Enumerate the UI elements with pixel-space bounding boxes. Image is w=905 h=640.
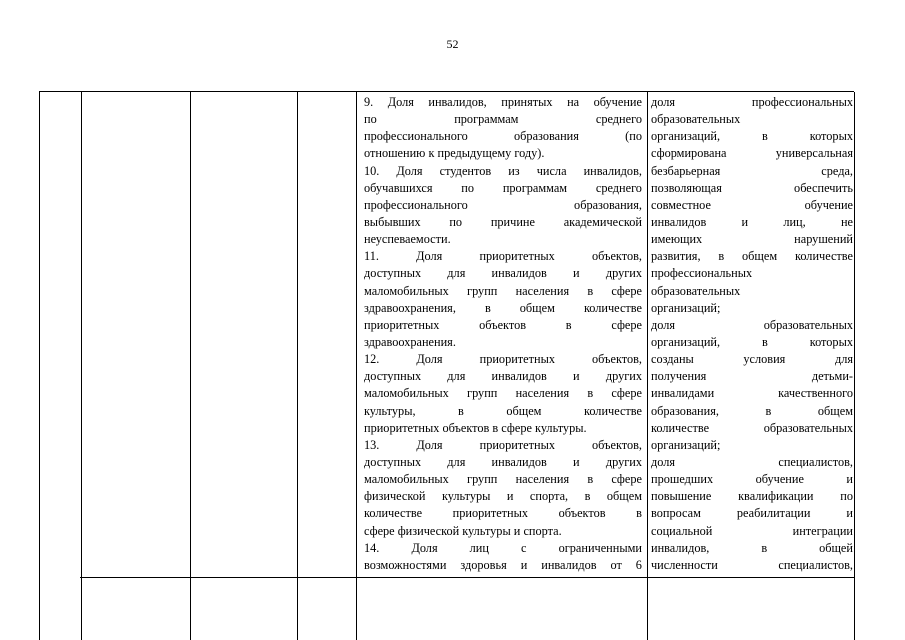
text-line: созданы условия для [651, 352, 853, 367]
text-line: численности специалистов, [651, 557, 853, 572]
text-line: организаций, в которых [651, 334, 853, 349]
text-line: количестве приоритетных объектов в [364, 506, 642, 521]
text-line: доступных для инвалидов и других [364, 454, 642, 469]
text-line: получения детьми- [651, 369, 853, 384]
table-column-1 [40, 92, 82, 640]
text-line: 14. Доля лиц с ограниченными [364, 540, 642, 555]
text-line: сформирована универсальная [651, 146, 853, 161]
text-line: развития, в общем количестве [651, 249, 853, 264]
text-line: здравоохранения. [364, 334, 456, 349]
text-line: физической культуры и спорта, в общем [364, 489, 642, 504]
text-line: инвалидов и лиц, не [651, 214, 853, 229]
text-line: организаций; [651, 300, 721, 315]
table-column-4 [297, 92, 357, 640]
text-line: маломобильных групп населения в сфере [364, 472, 642, 487]
text-line: образовательных [651, 283, 741, 298]
indicators-text [364, 94, 642, 574]
text-line: образовательных [651, 112, 741, 127]
table-column-3 [190, 92, 298, 640]
text-line: маломобильных групп населения в сфере [364, 283, 642, 298]
text-line: приоритетных объектов в сфере культуры. [364, 420, 587, 435]
text-line: обучавшихся по программам среднего [364, 180, 642, 195]
text-line: совместное обучение [651, 197, 853, 212]
text-line: доля специалистов, [651, 454, 853, 469]
text-line: отношению к предыдущему году). [364, 146, 545, 161]
text-line: социальной интеграции [651, 523, 853, 538]
text-line: культуры, в общем количестве [364, 403, 642, 418]
text-line: 9. Доля инвалидов, принятых на обучение [364, 95, 642, 109]
text-line: доля образовательных [651, 317, 853, 332]
text-line: доля профессиональных [651, 95, 853, 109]
text-line: позволяющая обеспечить [651, 180, 853, 195]
text-line: повышение квалификации по [651, 489, 853, 504]
text-line: профессионального образования, [364, 197, 642, 212]
text-line: возможностями здоровья и инвалидов от 6 [364, 557, 642, 572]
text-line: образования, в общем [651, 403, 853, 418]
indicators-table [39, 91, 854, 640]
text-line: неуспеваемости. [364, 232, 451, 247]
text-line: организаций; [651, 437, 721, 452]
text-line: безбарьерная среда, [651, 163, 853, 178]
text-line: профессионального образования (по [364, 129, 642, 144]
text-line: маломобильных групп населения в сфере [364, 386, 642, 401]
text-line: по программам среднего [364, 112, 642, 127]
text-line: сфере физической культуры и спорта. [364, 523, 562, 538]
table-column-2 [81, 92, 191, 640]
text-line: 10. Доля студентов из числа инвалидов, [364, 163, 642, 178]
table-row-divider [80, 577, 854, 578]
text-line: доступных для инвалидов и других [364, 369, 642, 384]
text-line: имеющих нарушений [651, 232, 853, 247]
text-line: организаций, в которых [651, 129, 853, 144]
text-line: количестве образовательных [651, 420, 853, 435]
page-number: 52 [446, 37, 459, 51]
text-line: профессиональных [651, 266, 753, 281]
text-line: приоритетных объектов в сфере [364, 317, 642, 332]
text-line: доступных для инвалидов и других [364, 266, 642, 281]
text-line: здравоохранения, в общем количестве [364, 300, 642, 315]
text-line: инвалидами качественного [651, 386, 853, 401]
targets-text [651, 94, 853, 574]
text-line: вопросам реабилитации и [651, 506, 853, 521]
text-line: 11. Доля приоритетных объектов, [364, 249, 642, 264]
text-line: 13. Доля приоритетных объектов, [364, 437, 642, 452]
text-line: прошедших обучение и [651, 472, 853, 487]
text-line: 12. Доля приоритетных объектов, [364, 352, 642, 367]
text-line: выбывших по причине академической [364, 214, 642, 229]
text-line: инвалидов, в общей [651, 540, 853, 555]
